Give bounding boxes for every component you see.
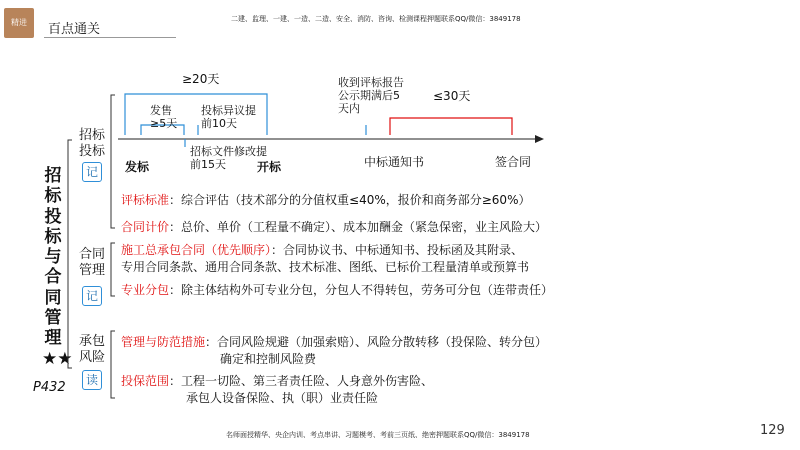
category-bidding: 招标投标 [78, 128, 105, 159]
page-reference: P432 [33, 380, 66, 395]
gc-label: 施工总承包合同（优先顺序） [121, 243, 272, 257]
eval-text: ：综合评估（技术部分的分值权重≤40%，报价和商务部分≥60%） [169, 193, 531, 207]
eval-row [121, 191, 530, 208]
risk-label: 管理与防范措施 [121, 335, 206, 349]
gc-text: ：合同协议书、中标通知书、投标函及其附录、 [271, 243, 524, 257]
footer-contact: 名师面授精华、央企内训、考点串讲、习题模考、考前三页纸、绝密押题联系QQ/微信：3849178 [226, 431, 530, 439]
sub-label: 专业分包 [121, 283, 170, 297]
contract-limit-label: ≤30天 [433, 89, 471, 103]
gc-row-2: 专用合同条款、通用合同条款、技术标准、图纸、已标价工程量清单或预算书 [121, 260, 530, 274]
timeline-sign: 签合同 [495, 155, 532, 169]
pricing-label: 合同计价 [121, 220, 170, 234]
page-number: 129 [760, 423, 785, 438]
doc-modify-label: 招标文件修改提前15天 [190, 145, 267, 171]
category-risk: 承包风险 [78, 334, 105, 365]
risk-row-2: 确定和控制风险费 [220, 352, 317, 366]
bid-sale-label: 发售≥5天 [150, 104, 178, 130]
section-title: 百点通关 [48, 22, 101, 37]
insurance-label: 投保范围 [121, 374, 170, 388]
gc-row [121, 241, 523, 258]
sub-row [121, 281, 553, 298]
insurance-row-2: 承包人设备保险、执（职）业责任险 [186, 391, 379, 405]
timeline-notice: 中标通知书 [364, 155, 425, 169]
timeline-start: 发标 [125, 160, 150, 174]
tag-risk: 读 [82, 370, 102, 390]
header-contact: 二建、监理、一建、一造、二造、安全、消防、咨询、检测课程押题联系QQ/微信：3849178 [231, 15, 521, 23]
objection-label: 投标异议提前10天 [201, 104, 256, 130]
insurance-row [121, 372, 433, 389]
timeline-open: 开标 [257, 160, 282, 174]
pricing-text: ：总价、单价（工程量不确定）、成本加酬金（紧急保密，业主风险大） [169, 220, 548, 234]
tag-contract: 记 [82, 286, 102, 306]
insurance-text: ：工程一切险、第三者责任险、人身意外伤害险、 [169, 374, 434, 388]
category-contract: 合同管理 [78, 247, 105, 278]
main-title: 招标投标与合同管理★★ [42, 166, 73, 369]
publicity-label: 收到评标报告公示期满后5天内 [338, 76, 404, 115]
risk-text: ：合同风险规避（加强索赔）、风险分散转移（投保险、转分包） [205, 335, 548, 349]
top-brace-label: ≥20天 [182, 72, 220, 86]
brand-logo: 精进 [4, 8, 34, 38]
tag-bidding: 记 [82, 162, 102, 182]
risk-row [121, 333, 547, 350]
sub-text: ：除主体结构外可专业分包，分包人不得转包，劳务可分包（连带责任） [169, 283, 554, 297]
pricing-row [121, 218, 547, 235]
eval-label: 评标标准 [121, 193, 170, 207]
